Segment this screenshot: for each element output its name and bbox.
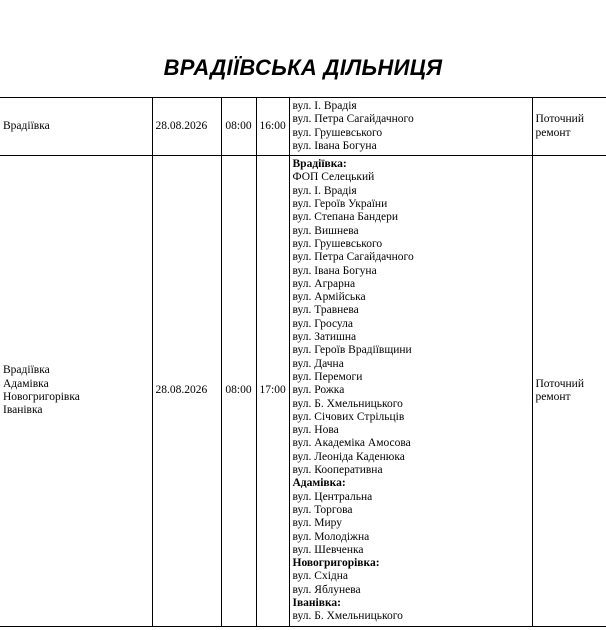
street-name: вул. Гросула bbox=[292, 317, 354, 330]
village-name: Адамівка bbox=[3, 377, 49, 390]
village-name: Іванівка bbox=[3, 404, 43, 417]
street-name: вул. Академіка Амосова bbox=[292, 437, 411, 450]
schedule-table-body bbox=[0, 98, 606, 627]
date-cell: 28.08.2026 bbox=[152, 98, 221, 156]
end-time-cell: 16:00 bbox=[256, 98, 289, 156]
date-cell: 28.08.2026 bbox=[152, 156, 221, 626]
street-name: вул. Торгова bbox=[292, 503, 353, 516]
settlement-heading: Адамівка: bbox=[292, 477, 346, 490]
villages-cell bbox=[0, 98, 152, 156]
street-name: вул. Перемоги bbox=[292, 370, 363, 383]
schedule-row bbox=[0, 98, 606, 156]
street-name: вул. Леоніда Каденюка bbox=[292, 450, 405, 463]
street-name: вул. Аграрна bbox=[292, 277, 356, 290]
work-type-cell: Поточний ремонт bbox=[532, 156, 606, 626]
street-name: вул. Грушевського bbox=[292, 237, 383, 250]
street-name: вул. Вишнева bbox=[292, 224, 359, 237]
village-name: Врадіївка bbox=[3, 364, 50, 377]
settlement-heading: Новогригорівка: bbox=[292, 557, 380, 570]
street-name: вул. Івана Богуна bbox=[292, 264, 377, 277]
street-name: вул. Б. Хмельницького bbox=[292, 397, 403, 410]
village-name: Врадіївка bbox=[3, 119, 50, 132]
street-name: вул. Яблунева bbox=[292, 583, 361, 596]
street-name: вул. Героїв України bbox=[292, 198, 388, 211]
street-name: вул. Івана Богуна bbox=[292, 139, 377, 152]
start-time-cell: 08:00 bbox=[221, 98, 256, 156]
streets-cell bbox=[289, 156, 532, 626]
street-name: вул. Травнева bbox=[292, 304, 359, 317]
street-name: вул. Дачна bbox=[292, 357, 344, 370]
villages-cell bbox=[0, 156, 152, 626]
end-time-cell: 17:00 bbox=[256, 156, 289, 626]
street-name: вул. Центральна bbox=[292, 490, 373, 503]
schedule-row bbox=[0, 156, 606, 626]
street-name: вул. Армійська bbox=[292, 291, 366, 304]
settlement-heading: Іванівка: bbox=[292, 596, 341, 609]
street-name: вул. Степана Бандери bbox=[292, 211, 399, 224]
street-name: вул. Б. Хмельницького bbox=[292, 610, 403, 623]
street-name: вул. Січових Стрільців bbox=[292, 410, 405, 423]
street-name: вул. Петра Сагайдачного bbox=[292, 251, 414, 264]
street-name: вул. Петра Сагайдачного bbox=[292, 113, 414, 126]
street-name: ФОП Селецький bbox=[292, 171, 375, 184]
start-time-cell: 08:00 bbox=[221, 156, 256, 626]
street-name: вул. І. Врадія bbox=[292, 100, 357, 112]
street-name: вул. Миру bbox=[292, 517, 342, 530]
street-name: вул. Рожка bbox=[292, 384, 345, 397]
streets-cell bbox=[289, 98, 532, 156]
street-name: вул. Грушевського bbox=[292, 126, 383, 139]
street-name: вул. Східна bbox=[292, 570, 348, 583]
street-name: вул. Молодіжна bbox=[292, 530, 370, 543]
street-name: вул. Героїв Врадіївщини bbox=[292, 344, 412, 357]
street-name: вул. Кооперативна bbox=[292, 464, 383, 477]
street-name: вул. Затишна bbox=[292, 331, 357, 344]
street-name: вул. Шевченка bbox=[292, 543, 364, 556]
work-type-cell: Поточний ремонт bbox=[532, 98, 606, 156]
street-name: вул. І. Врадія bbox=[292, 184, 357, 197]
settlement-heading: Врадіївка: bbox=[292, 158, 347, 171]
section-title: ВРАДІЇВСЬКА ДІЛЬНИЦЯ bbox=[163, 55, 443, 80]
street-name: вул. Нова bbox=[292, 424, 339, 437]
outage-schedule-table bbox=[0, 97, 606, 627]
village-name: Новогригорівка bbox=[3, 390, 80, 403]
